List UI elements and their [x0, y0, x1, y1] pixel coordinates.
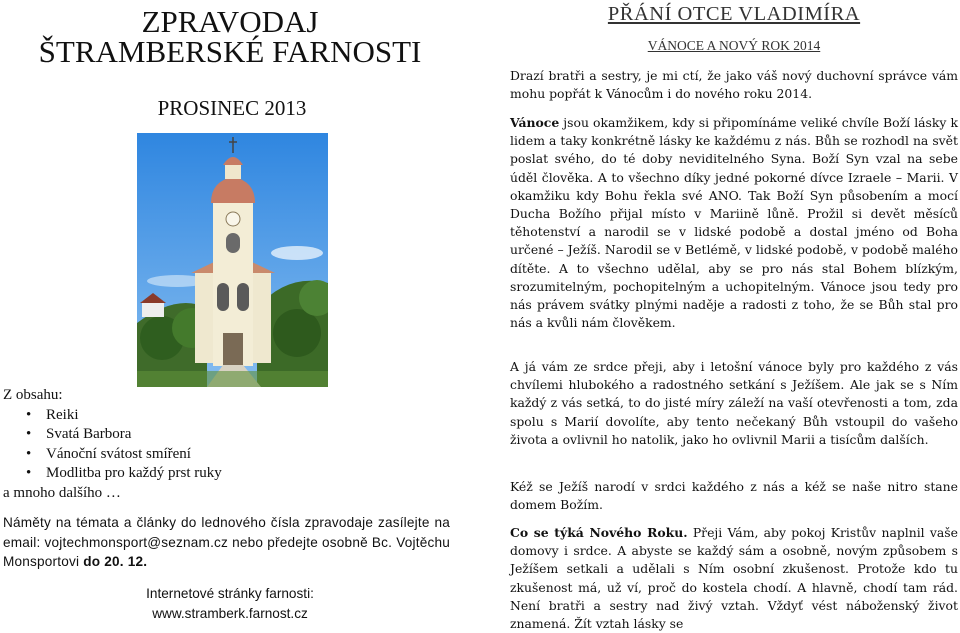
issue-date: PROSINEC 2013 [157, 96, 307, 120]
article-paragraph-1: Drazí bratři a sestry, je mi ctí, že jako váš nový duchovní správce vám mohu popřát k Vánocům i do nového roku 2014. [510, 68, 958, 102]
paragraph-lead: Co se týká Nového Roku. [510, 525, 688, 540]
church-photo [137, 133, 328, 387]
article-paragraph-2 [510, 114, 958, 332]
submission-text: Náměty na témata a články do lednového čísla zpravodaje zasílejte na email: vojtechmonsport@seznam.cz nebo předejte osobně Bc. Vojtěchu Monsportovi [3, 515, 450, 569]
website-url[interactable]: www.stramberk.farnost.cz [152, 605, 308, 621]
contents-list [3, 406, 453, 484]
masthead-title-line2: ŠTRAMBERSKÉ FARNOSTI [38, 34, 422, 69]
table-of-contents [3, 386, 453, 503]
masthead-title-line1: ZPRAVODAJ [141, 4, 319, 39]
paragraph-lead: Vánoce [510, 115, 560, 130]
website-block [85, 584, 375, 623]
contents-more: a mnoho dalšího … [3, 484, 121, 501]
article-subtitle: VÁNOCE A NOVÝ ROK 2014 [647, 38, 821, 53]
article-paragraph-4: Kéž se Ježíš narodí v srdci každého z nás a kéž se naše nitro stane domem Božím. [510, 479, 958, 513]
contents-item: • Reiki [3, 406, 453, 426]
contents-item: • Vánoční svátost smíření [3, 445, 453, 465]
left-column [0, 0, 470, 632]
contents-item: • Modlitba pro každý prst ruky [3, 464, 453, 484]
submission-deadline: do 20. 12. [83, 554, 148, 569]
contents-heading: Z obsahu: [3, 387, 63, 403]
article-paragraph-3: A já vám ze srdce přeji, aby i letošní vánoce byly pro každého z vás chvílemi hlubokého a radostného setkání s Ježíšem. Ale jak se s Ním každý z vás setká, to do jisté míry záleží na vaší otevřenosti a tom, zda spolu s Marií dovolíte, aby tento nečekaný Bůh vstoupil do vašeho života a ovlivnil ho natolik, jako ho ovlivnil Marii a tisícům dalších. [510, 359, 958, 447]
website-label: Internetové stránky farnosti: [146, 586, 314, 601]
contents-item: • Svatá Barbora [3, 425, 453, 445]
article-title: PŘÁNÍ OTCE VLADIMÍRA [607, 3, 861, 25]
submission-note [3, 513, 450, 572]
article-paragraph-5 [510, 524, 958, 633]
paragraph-body: Přeji Vám, aby pokoj Kristův naplnil vaše domovy i srdce. A abyste se každý sám a osobně, novým způsobem s Ježíšem setkali a udělali s Ním osobní zkušenost. Protože kdo tu zkušenost má, už ví, proč do kostela chodí. A hlavně, chodí tam rád. Není bratři a sestry nad živý vztah. Vždyť vést náboženský život znamená. Žít vztah lásky se [510, 525, 958, 632]
paragraph-body: jsou okamžikem, kdy si připomínáme veliké chvíle Boží lásky k lidem a taky konkrétně lásky ke každému z nás. Bůh se rozhodl na svět poslat svého, do té doby neviditelného Syna. Boží Syn vzal na sebe úděl člověka. A to všechno díky jedné pokorné dívce Izraele – Marii. V okamžiku kdy Bohu řekla své ANO. Tak Boží Syn působením a mocí Ducha Božího přijal místo v Mariině lůně. Prožil si devět měsíců těhotenství a narodil se v lidské podobě a dostal jméno od Boha určené – Ježíš. Narodil se v Betlémě, v lidské podobě, v podobě malého dítěte. A to všechno udělal, aby se pro nás stal Bohem blízkým, srozumitelným, pochopitelným a uchopitelným. Vánoce jsou tedy pro nás právem svátky plnými naděje a radosti z toho, že se Bůh stal pro nás a kvůli nám člověkem. [510, 115, 958, 331]
article-column [510, 0, 958, 632]
